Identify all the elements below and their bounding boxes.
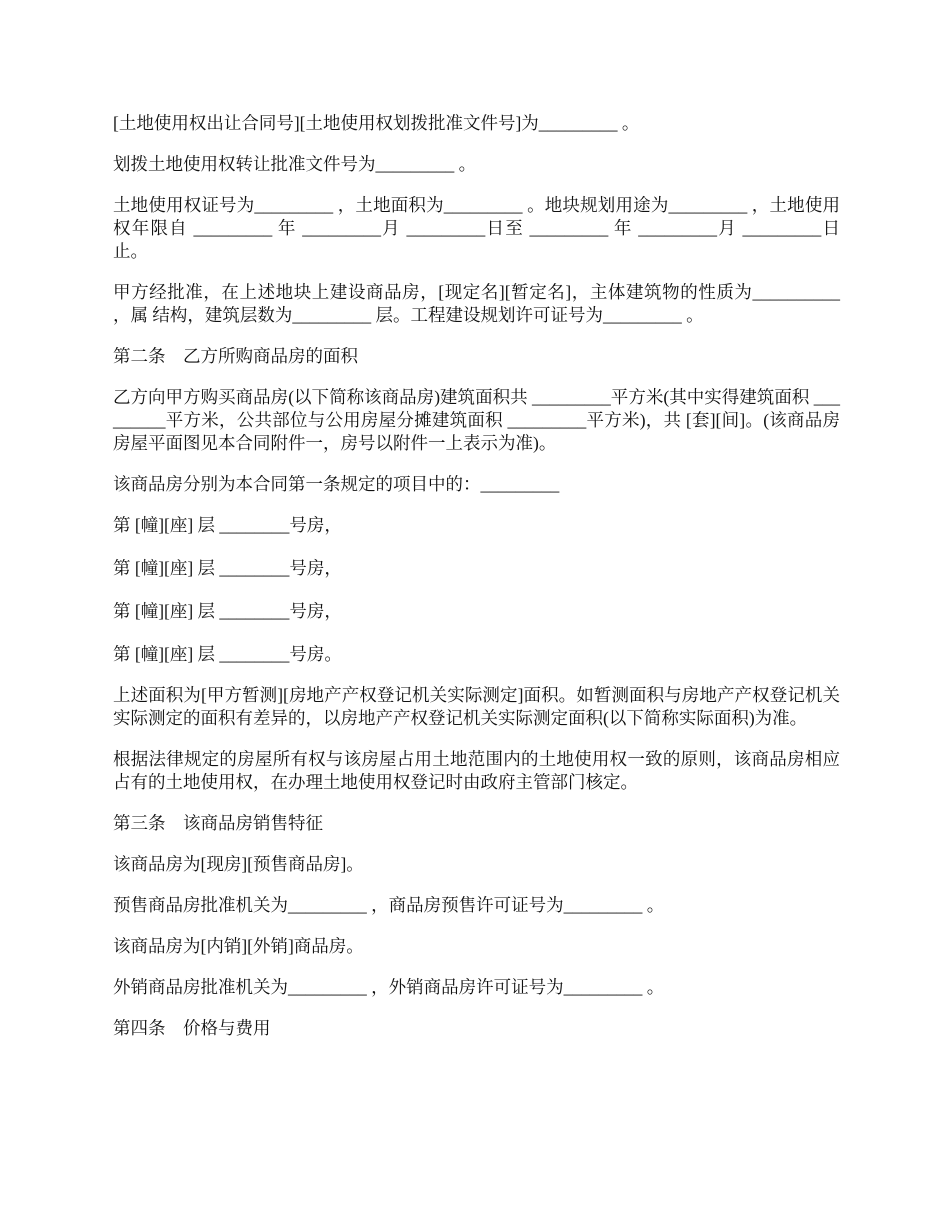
- paragraph-presale-approval: 预售商品房批准机关为_________ ，商品房预售许可证号为_________ 。: [113, 895, 665, 915]
- paragraph-export-approval: 外销商品房批准机关为_________ ，外销商品房许可证号为_________ 。: [113, 977, 665, 997]
- article-3-heading: 第三条 该商品房销售特征: [113, 813, 323, 833]
- paragraph-project-items: 该商品房分别为本合同第一条规定的项目中的：_________: [113, 474, 560, 494]
- paragraph-land-contract-number: [土地使用权出让合同号][土地使用权划拨批准文件号]为_________ 。: [113, 113, 640, 133]
- paragraph-building-approval: 甲方经批准，在上述地块上建设商品房，[现定名][暂定名]，主体建筑物的性质为__________ ，属 结构，建筑层数为_________ 层。工程建设规划许可证号为_________ 。: [113, 282, 840, 325]
- paragraph-room-line-4: 第 [幢][座] 层 ________号房。: [113, 644, 342, 664]
- paragraph-room-line-3: 第 [幢][座] 层 ________号房，: [113, 601, 342, 621]
- paragraph-purchase-area: 乙方向甲方购买商品房(以下简称该商品房)建筑面积共 _________平方米(其中实得建筑面积 _________平方米，公共部位与公用房屋分摊建筑面积 _________平方米)，共 [套][间]。(该商品房房屋平面图见本合同附件一，房号以附件一上表示为准)。: [113, 387, 840, 453]
- paragraph-house-type: 该商品房为[现房][预售商品房]。: [113, 854, 364, 874]
- paragraph-land-certificate: 土地使用权证号为_________ ，土地面积为_________ 。地块规划用途为_________ ，土地使用权年限自 _________ 年 _________月 _________日至 _________ 年 _________月 _________日止。: [113, 195, 840, 261]
- document-body: [113, 112, 840, 1058]
- paragraph-sale-type: 该商品房为[内销][外销]商品房。: [113, 936, 364, 956]
- article-2-heading: 第二条 乙方所购商品房的面积: [113, 346, 358, 366]
- paragraph-room-line-2: 第 [幢][座] 层 ________号房，: [113, 558, 342, 578]
- paragraph-transfer-approval-number: 划拨土地使用权转让批准文件号为_________ 。: [113, 154, 477, 174]
- paragraph-land-use-right: 根据法律规定的房屋所有权与该房屋占用土地范围内的土地使用权一致的原则，该商品房相应占有的土地使用权，在办理土地使用权登记时由政府主管部门核定。: [113, 749, 840, 792]
- article-4-heading: 第四条 价格与费用: [113, 1018, 271, 1038]
- paragraph-area-measurement: 上述面积为[甲方暂测][房地产产权登记机关实际测定]面积。如暂测面积与房地产产权登记机关实际测定的面积有差异的，以房地产产权登记机关实际测定面积(以下简称实际面积)为准。: [113, 685, 840, 728]
- paragraph-room-line-1: 第 [幢][座] 层 ________号房，: [113, 515, 342, 535]
